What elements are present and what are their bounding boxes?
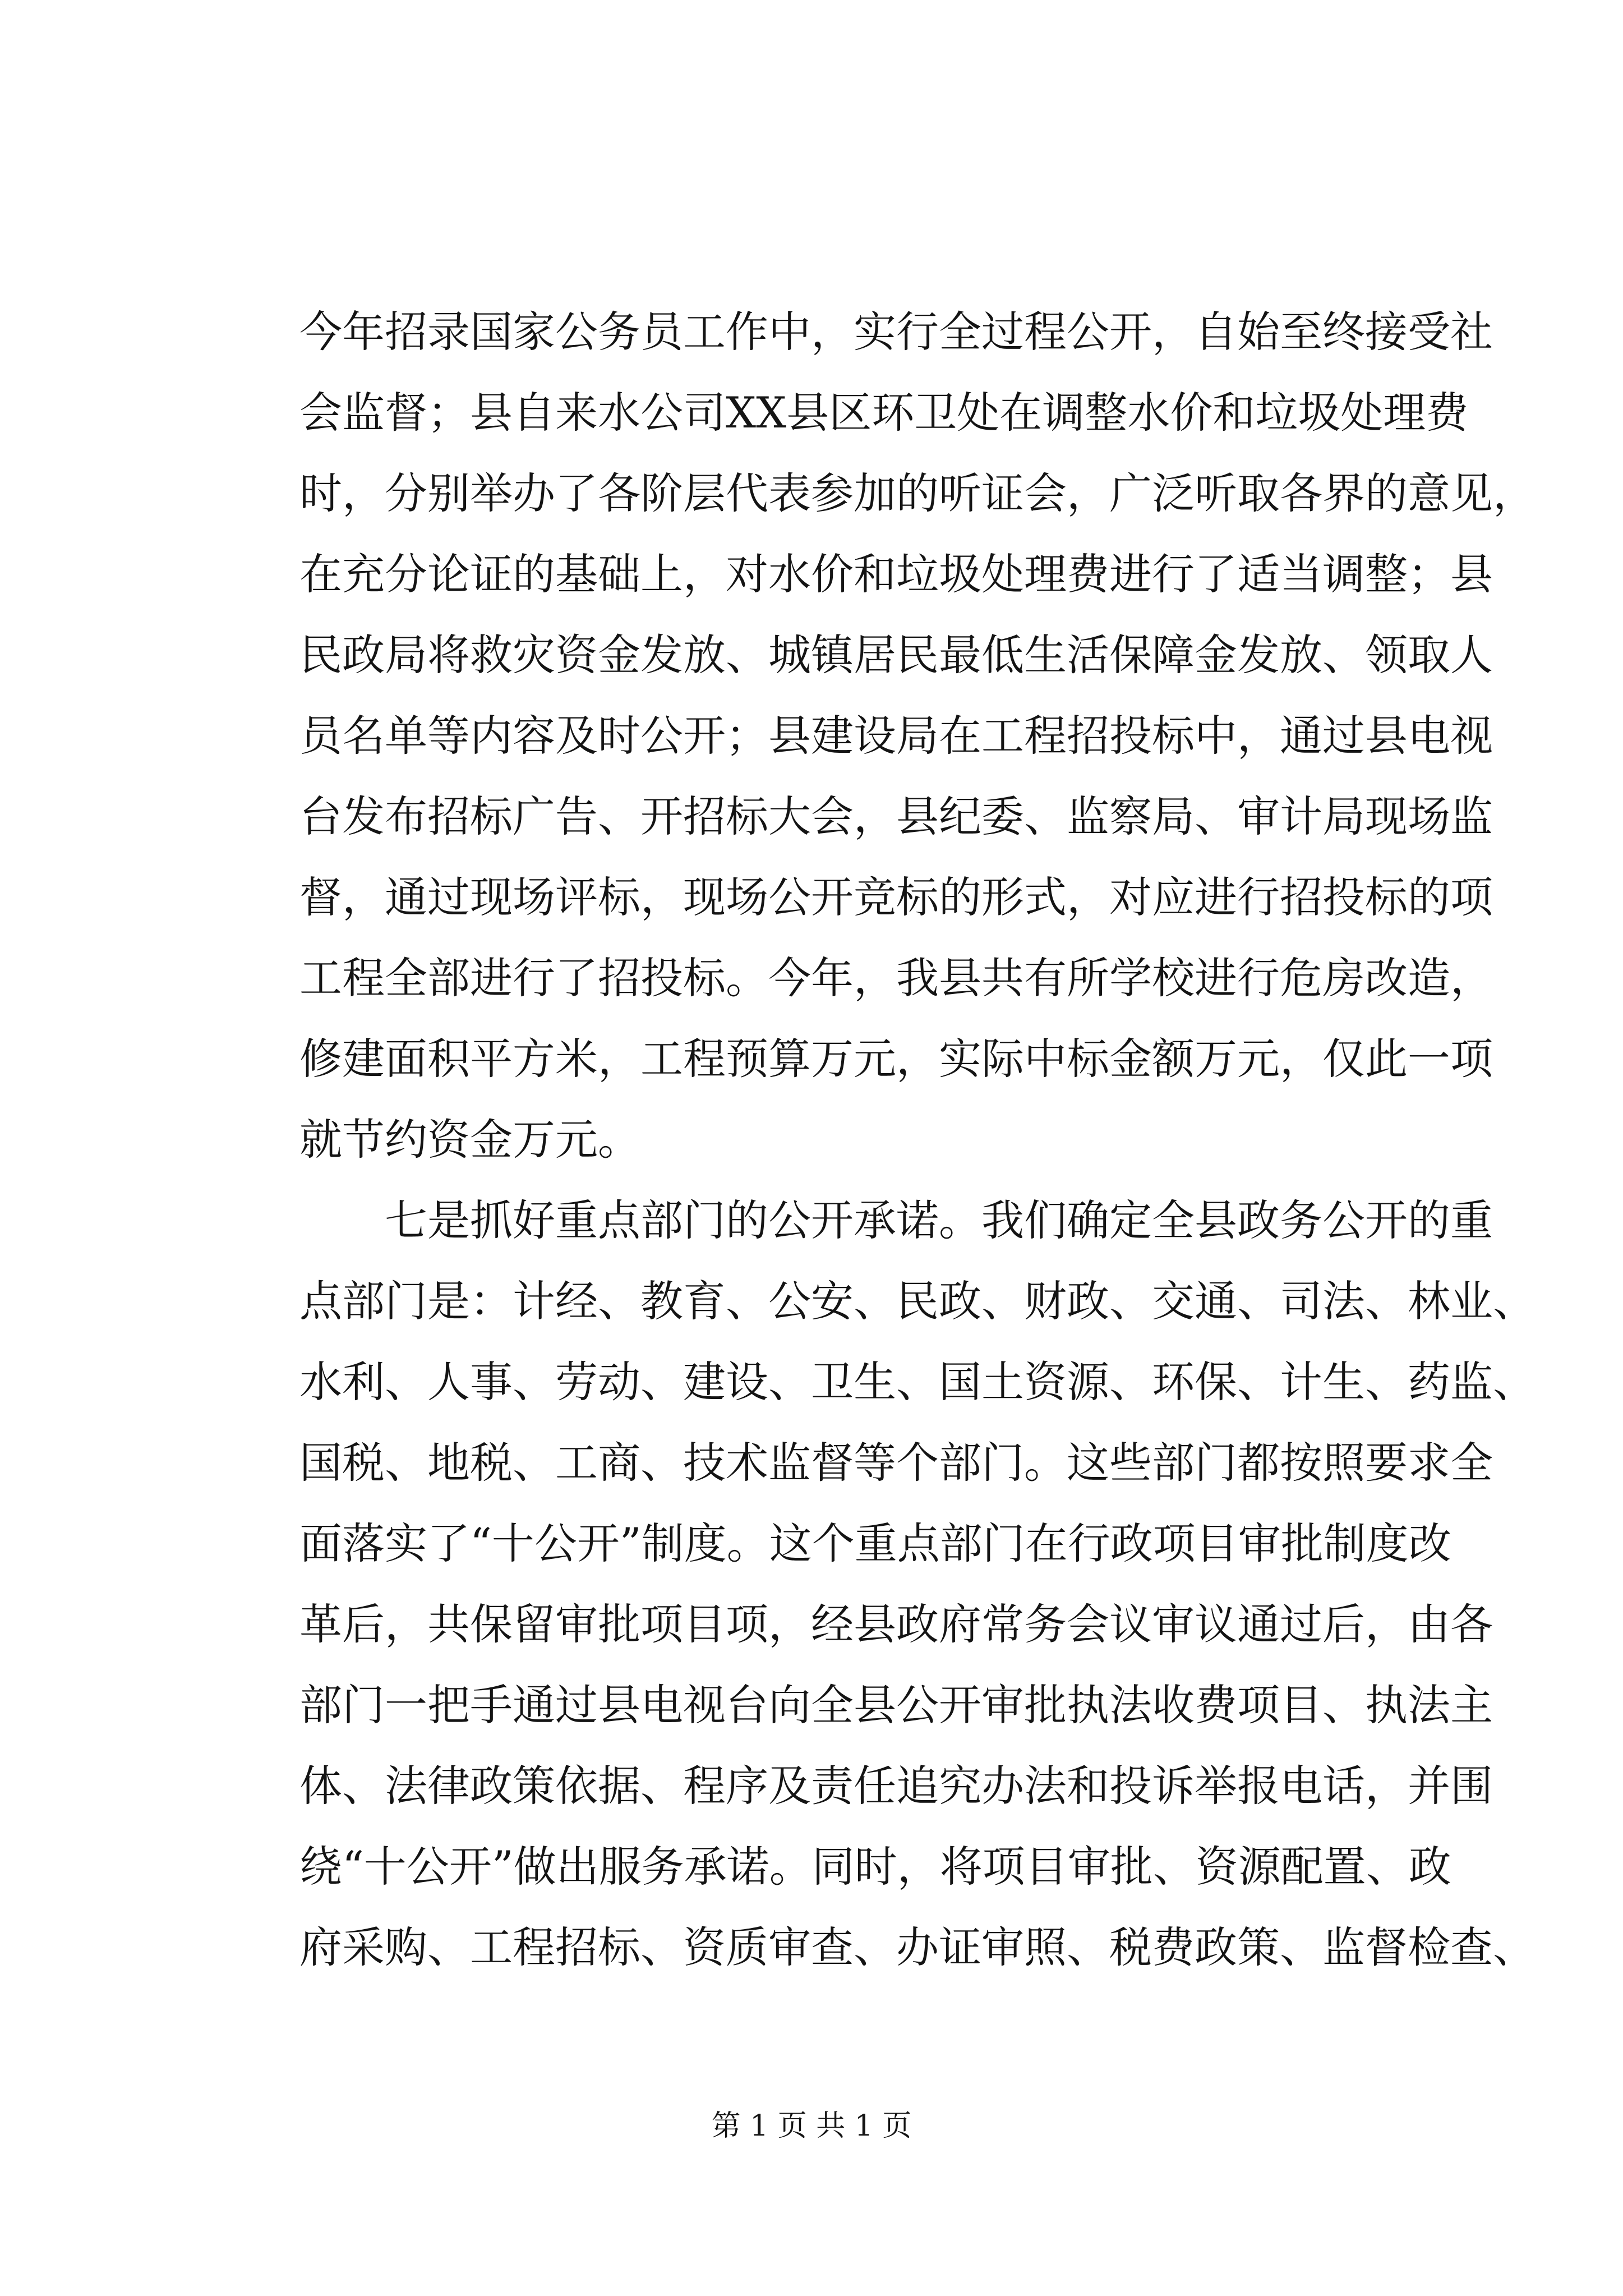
text-line: 七是抓好重点部门的公开承诺。我们确定全县政务公开的重 <box>385 1195 1493 1245</box>
text-line: 民政局将救灾资金发放、城镇居民最低生活保障金发放、领取人 <box>299 630 1493 680</box>
text-line: 国税、地税、工商、技术监督等个部门。这些部门都按照要求全 <box>299 1438 1493 1488</box>
text-line: 在充分论证的基础上，对水价和垃圾处理费进行了适当调整；县 <box>299 549 1493 599</box>
document-body <box>299 292 1536 1988</box>
text-line: 水利、人事、劳动、建设、卫生、国土资源、环保、计生、药监、 <box>299 1357 1536 1407</box>
text-line: 体、法律政策依据、程序及责任追究办法和投诉举报电话，并围 <box>299 1761 1493 1811</box>
text-line: 工程全部进行了招投标。今年，我县共有所学校进行危房改造， <box>299 953 1493 1003</box>
paragraph-2 <box>299 1180 1536 1988</box>
text-line: 员名单等内容及时公开；县建设局在工程招投标中，通过县电视 <box>299 711 1493 761</box>
text-line: 绕“十公开”做出服务承诺。同时，将项目审批、资源配置、政 <box>299 1842 1451 1892</box>
text-line: 时，分别举办了各阶层代表参加的听证会，广泛听取各界的意见， <box>299 468 1536 518</box>
text-line: 面落实了“十公开”制度。这个重点部门在行政项目审批制度改 <box>299 1519 1451 1568</box>
page-number-footer: 第 1 页 共 1 页 <box>711 2109 912 2143</box>
text-line: 台发布招标广告、开招标大会，县纪委、监察局、审计局现场监 <box>299 792 1493 841</box>
text-line: 督，通过现场评标，现场公开竞标的形式，对应进行招投标的项 <box>299 872 1493 922</box>
text-line: 修建面积平方米，工程预算万元，实际中标金额万元，仅此一项 <box>299 1034 1493 1084</box>
text-line: 就节约资金万元。 <box>299 1115 640 1165</box>
text-line: 革后，共保留审批项目项，经县政府常务会议审议通过后，由各 <box>299 1599 1493 1649</box>
paragraph-1 <box>299 292 1536 1180</box>
text-line: 会监督；县自来水公司XX县区环卫处在调整水价和垃圾处理费 <box>299 388 1469 438</box>
text-line: 府采购、工程招标、资质审查、办证审照、税费政策、监督检查、 <box>299 1922 1536 1972</box>
text-line: 部门一把手通过县电视台向全县公开审批执法收费项目、执法主 <box>299 1680 1493 1730</box>
text-line: 今年招录国家公务员工作中，实行全过程公开，自始至终接受社 <box>299 307 1493 357</box>
text-line: 点部门是：计经、教育、公安、民政、财政、交通、司法、林业、 <box>299 1276 1536 1326</box>
